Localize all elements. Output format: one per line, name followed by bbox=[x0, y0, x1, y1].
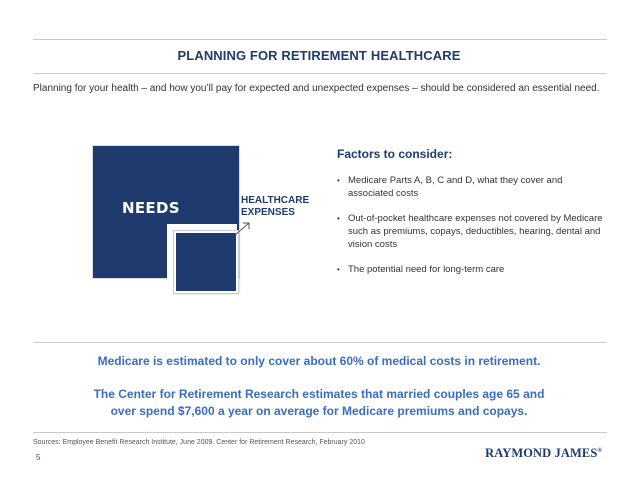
factors-list bbox=[336, 174, 606, 288]
list-item-text: Out-of-pocket healthcare expenses not covered by Medicare such as premiums, copays, deductibles, hearing, dental and vision costs bbox=[348, 213, 603, 250]
list-item bbox=[336, 212, 606, 251]
mid-rule bbox=[33, 342, 607, 343]
expenses-square bbox=[174, 231, 238, 293]
sources-footnote: Sources: Employee Benefit Research Institute, June 2009. Center for Retirement Research, February 2010 bbox=[33, 439, 365, 446]
intro-text: Planning for your health – and how you’ll pay for expected and unexpected expenses – should be considered an essential need. bbox=[33, 83, 600, 94]
pointer-arrow-icon bbox=[233, 218, 253, 238]
registered-mark: ® bbox=[597, 447, 602, 454]
healthcare-expenses-label bbox=[241, 195, 309, 219]
crr-estimate-line2: over spend $7,600 a year on average for Medicare premiums and copays. bbox=[110, 404, 528, 418]
list-item-text: Medicare Parts A, B, C and D, what they cover and associated costs bbox=[348, 175, 563, 199]
logo-text: RAYMOND JAMES bbox=[485, 446, 598, 460]
healthcare-label-line2: EXPENSES bbox=[241, 207, 295, 218]
bullet-icon: • bbox=[337, 265, 340, 274]
footer-rule bbox=[33, 432, 607, 433]
list-item bbox=[336, 174, 606, 200]
bullet-icon: • bbox=[337, 214, 340, 223]
page-number: 5 bbox=[36, 453, 41, 462]
slide-title bbox=[0, 48, 638, 63]
title-main: PLANNING FOR RETIREMENT bbox=[177, 48, 367, 63]
title-sub: HEALTHCARE bbox=[370, 48, 461, 63]
healthcare-label-line1: HEALTHCARE bbox=[241, 195, 310, 206]
raymond-james-logo bbox=[485, 446, 602, 461]
top-rule bbox=[33, 39, 607, 40]
title-underline bbox=[33, 73, 607, 74]
needs-label: NEEDS bbox=[122, 199, 180, 217]
factors-title: Factors to consider: bbox=[337, 147, 453, 161]
bullet-icon: • bbox=[337, 176, 340, 185]
list-item bbox=[336, 263, 606, 276]
crr-estimate-line1: The Center for Retirement Research estimates that married couples age 65 and bbox=[93, 387, 545, 401]
medicare-coverage-highlight: Medicare is estimated to only cover about 60% of medical costs in retirement. bbox=[97, 354, 541, 368]
list-item-text: The potential need for long-term care bbox=[348, 264, 505, 275]
